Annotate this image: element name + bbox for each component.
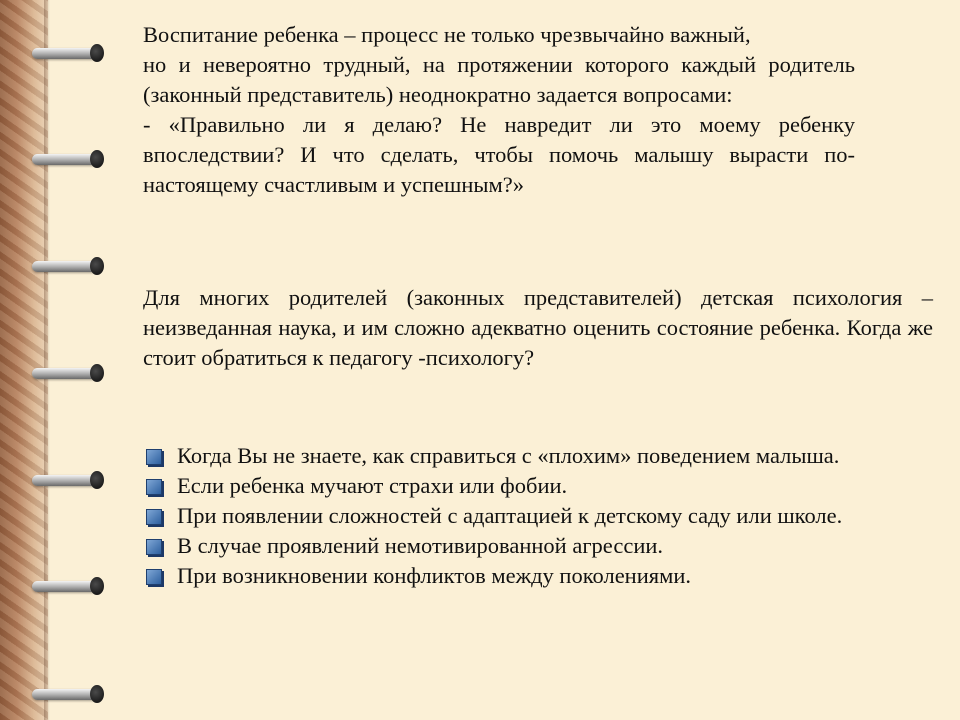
binder-ring bbox=[32, 362, 104, 384]
list-item bbox=[143, 531, 933, 561]
psychology-text: Для многих родителей (законных представителей) детская психология – неизведанная наука, и им сложно адекватно оценить состояние ребенка. Когда же стоит обратиться к педагогу -психологу? bbox=[143, 285, 933, 370]
list-item-text: Если ребенка мучают страхи или фобии. bbox=[177, 473, 568, 498]
list-item-text: При появлении сложностей с адаптацией к детскому саду или школе. bbox=[177, 503, 843, 528]
reasons-list bbox=[143, 441, 933, 591]
square-bullet-icon bbox=[146, 539, 162, 555]
intro-line: Воспитание ребенка – процесс не только чрезвычайно важный, bbox=[143, 22, 751, 47]
notebook-spine bbox=[0, 0, 48, 720]
list-item-text: Когда Вы не знаете, как справиться с «плохим» поведением малыша. bbox=[177, 443, 840, 468]
psychology-paragraph bbox=[143, 283, 933, 373]
binder-ring bbox=[32, 575, 104, 597]
binder-ring bbox=[32, 255, 104, 277]
binder-ring bbox=[32, 469, 104, 491]
square-bullet-icon bbox=[146, 569, 162, 585]
list-item-text: При возникновении конфликтов между поколениями. bbox=[177, 563, 692, 588]
list-item bbox=[143, 501, 933, 531]
square-bullet-icon bbox=[146, 449, 162, 465]
spine-shadow bbox=[44, 0, 50, 720]
list-item-text: В случае проявлений немотивированной агрессии. bbox=[177, 533, 664, 558]
square-bullet-icon bbox=[146, 509, 162, 525]
intro-line: но и невероятно трудный, на протяжении которого каждый родитель (законный представитель) неоднократно задается вопросами: bbox=[143, 52, 855, 107]
list-item bbox=[143, 441, 933, 471]
intro-paragraph bbox=[143, 20, 855, 200]
list-item bbox=[143, 561, 933, 591]
square-bullet-icon bbox=[146, 479, 162, 495]
binder-ring bbox=[32, 148, 104, 170]
binder-ring bbox=[32, 42, 104, 64]
binder-ring bbox=[32, 683, 104, 705]
intro-question: - «Правильно ли я делаю? Не навредит ли это моему ребенку впоследствии? И что сделать, чтобы помочь малышу вырасти по-настоящему счастливым и успешным?» bbox=[143, 112, 855, 197]
list-item bbox=[143, 471, 933, 501]
